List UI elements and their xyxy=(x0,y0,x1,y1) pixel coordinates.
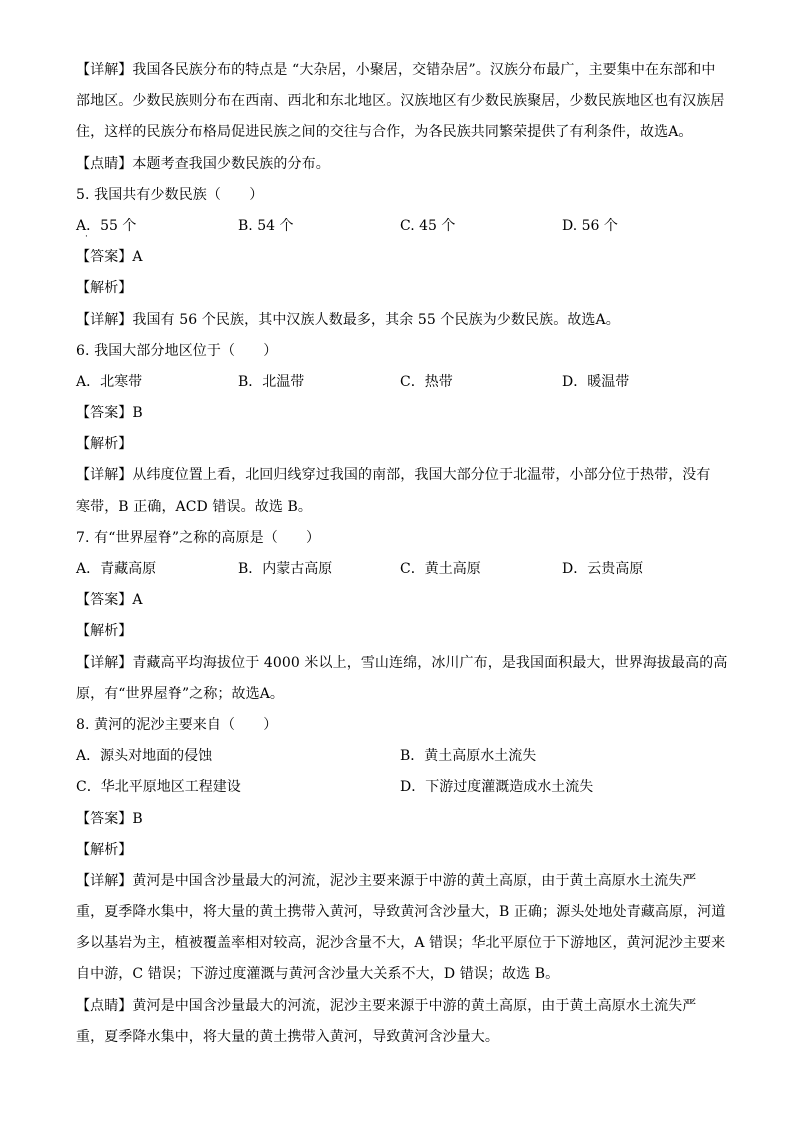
comment-tag: 【点睛】 xyxy=(76,997,133,1014)
q4-detail-line-2: 部地区。少数民族则分布在西南、西北和东北地区。汉族地区有少数民族聚居，少数民族地区也有汉族居 xyxy=(76,93,725,110)
q6-analysis-tag: 【解析】 xyxy=(76,436,133,453)
q8-comment-line-1 xyxy=(76,991,726,1022)
q7-detail-text-1: 青藏高平均海拔位于 4000 米以上，雪山连绵，冰川广布，是我国面积最大，世界海拔最高的高 xyxy=(132,654,728,671)
q5-options xyxy=(76,211,726,242)
q8-answer-value: B xyxy=(132,810,143,827)
q6-answer-value: B xyxy=(132,405,143,422)
answer-tag: 【答案】 xyxy=(76,405,133,422)
q5-answer-value: A xyxy=(132,249,143,266)
q7-options xyxy=(76,554,726,585)
q6-stem: 6. 我国大部分地区位于（ ） xyxy=(76,342,278,359)
q8-option-a: A．源头对地面的侵蚀 xyxy=(76,748,213,765)
q7-option-c: C．黄土高原 xyxy=(400,561,481,577)
q8-option-b: B．黄土高原水土流失 xyxy=(400,748,537,765)
q8-options-row-2 xyxy=(76,772,726,803)
q6-option-b: B．北温带 xyxy=(238,373,305,390)
q7-stem: 7. 有“世界屋脊”之称的高原是（ ） xyxy=(76,529,321,546)
q4-detail-line-3: 住，这样的民族分布格局促进民族之间的交往与合作，为各民族共同繁荣提供了有利条件，故选A。 xyxy=(76,124,693,141)
q8-detail-line-1 xyxy=(76,866,726,897)
q6-option-c: C．热带 xyxy=(400,373,453,390)
q5-detail xyxy=(76,305,726,336)
q8-detail-line-3: 多以基岩为主，植被覆盖率相对较高，泥沙含量不大，A 错误；华北平原位于下游地区，黄河泥沙主要来 xyxy=(76,935,726,952)
q8-detail-line-4: 自中游，C 错误；下游过度灌溉与黄河含沙量大关系不大，D 错误；故选 B。 xyxy=(76,966,560,983)
q7-detail-line-1 xyxy=(76,648,726,679)
q8-option-c: C．华北平原地区工程建设 xyxy=(76,779,241,796)
q7-option-d: D．云贵高原 xyxy=(562,561,644,577)
q8-comment-text-1: 黄河是中国含沙量最大的河流，泥沙主要来源于中游的黄土高原，由于黄土高原水土流失严 xyxy=(132,997,697,1014)
detail-tag: 【详解】 xyxy=(76,311,133,328)
q8-answer xyxy=(76,804,726,835)
q8-options-row-1 xyxy=(76,741,726,772)
detail-tag: 【详解】 xyxy=(76,467,133,484)
q8-detail-text-1: 黄河是中国含沙量最大的河流，泥沙主要来源于中游的黄土高原，由于黄土高原水土流失严 xyxy=(132,872,697,889)
q5-answer xyxy=(76,242,726,273)
q8-option-d: D．下游过度灌溉造成水土流失 xyxy=(400,779,594,796)
q6-detail-line-2: 寒带，B 正确，ACD 错误。故选 B。 xyxy=(76,498,312,515)
q7-detail-line-2: 原，有“世界屋脊”之称；故选A。 xyxy=(76,685,285,702)
q4-detail-text-1: 我国各民族分布的特点是 “大杂居，小聚居，交错杂居”。汉族分布最广，主要集中在东部和中 xyxy=(132,62,716,78)
answer-tag: 【答案】 xyxy=(76,592,133,609)
q8-stem: 8. 黄河的泥沙主要来自（ ） xyxy=(76,716,278,733)
q8-detail-line-2: 重，夏季降水集中，将大量的黄土携带入黄河，导致黄河含沙量大，B 正确；源头处地处青藏高原，河道 xyxy=(76,904,726,921)
q6-detail-line-1 xyxy=(76,460,726,491)
answer-tag: 【答案】 xyxy=(76,249,133,266)
q7-option-a: A．青藏高原 xyxy=(76,561,157,577)
q5-detail-text: 我国有 56 个民族，其中汉族人数最多，其余 55 个民族为少数民族。故选A。 xyxy=(132,311,620,328)
detail-tag: 【详解】 xyxy=(76,872,133,889)
answer-tag: 【答案】 xyxy=(76,810,133,827)
q4-comment xyxy=(76,149,726,180)
q8-comment-line-2: 重，夏季降水集中，将大量的黄土携带入黄河，导致黄河含沙量大。 xyxy=(76,1028,499,1045)
comment-tag: 【点睛】 xyxy=(76,155,133,172)
q6-option-a: A．北寒带 xyxy=(76,373,143,390)
q5-stem: 5. 我国共有少数民族（ ） xyxy=(76,186,264,203)
q7-answer-value: A xyxy=(132,592,143,609)
q7-analysis-tag: 【解析】 xyxy=(76,623,133,640)
q8-analysis-tag: 【解析】 xyxy=(76,841,133,858)
document-page xyxy=(76,55,726,1053)
option-mark: · xyxy=(85,231,88,242)
q5-option-a: A．55 个 xyxy=(76,217,137,234)
q6-detail-text-1: 从纬度位置上看，北回归线穿过我国的南部，我国大部分位于北温带，小部分位于热带，没有 xyxy=(132,467,711,484)
q4-comment-text: 本题考查我国少数民族的分布。 xyxy=(132,155,330,172)
q7-answer xyxy=(76,585,726,616)
q5-analysis-tag: 【解析】 xyxy=(76,280,133,297)
q6-options xyxy=(76,367,726,398)
q5-option-d: D. 56 个 xyxy=(562,217,618,234)
detail-tag: 【详解】 xyxy=(76,654,133,671)
q4-detail-line-1 xyxy=(76,55,726,86)
q6-option-d: D．暖温带 xyxy=(562,373,630,390)
detail-tag: 【详解】 xyxy=(76,62,133,78)
q5-option-b: B. 54 个 xyxy=(238,217,294,234)
q6-answer xyxy=(76,398,726,429)
q5-option-c: C. 45 个 xyxy=(400,217,456,234)
q7-option-b: B．内蒙古高原 xyxy=(238,561,333,577)
